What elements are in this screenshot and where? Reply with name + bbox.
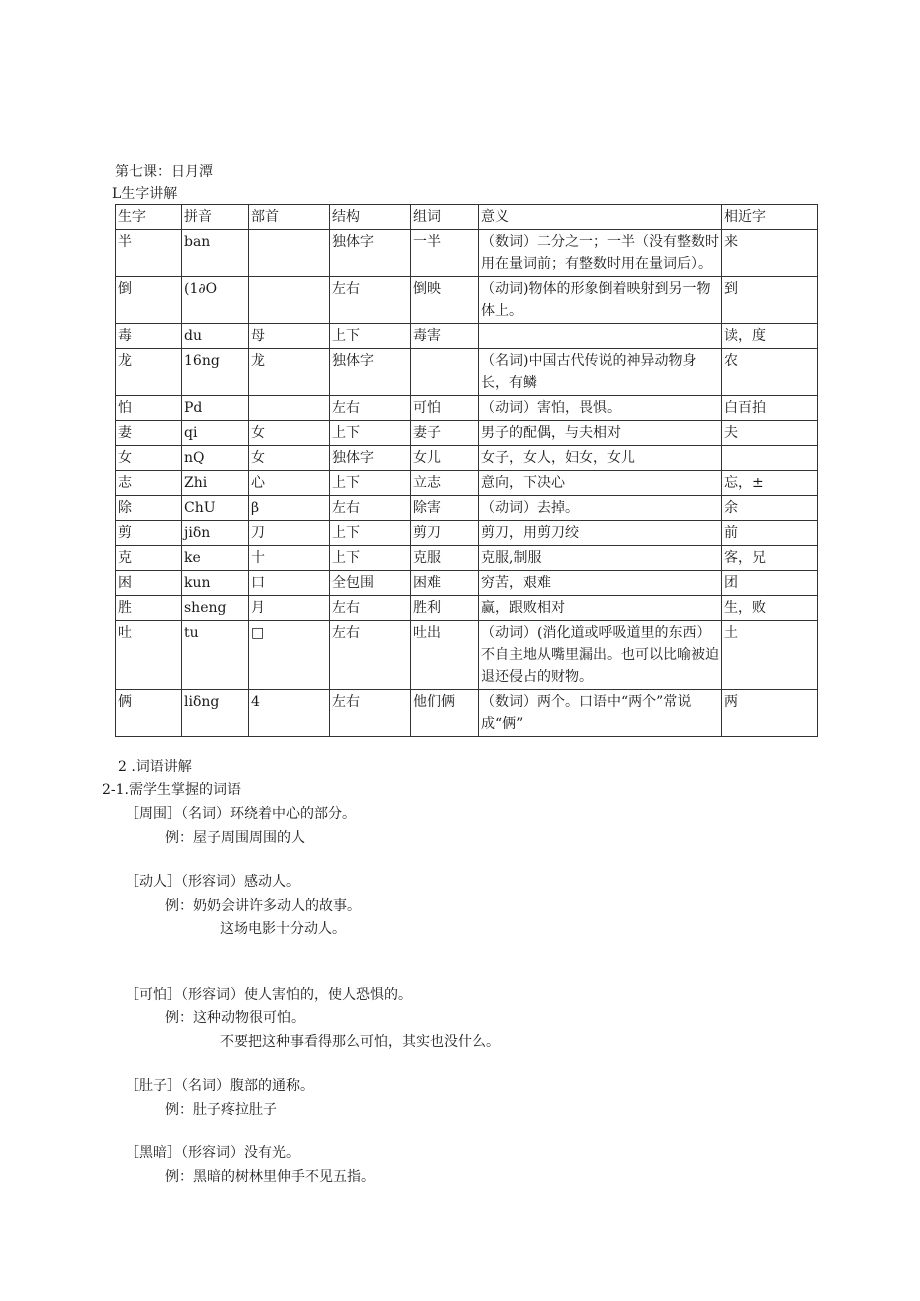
- entry-example: 例：黑暗的树林里伸手不见五指。: [165, 1169, 375, 1185]
- meaning-cell: 男子的配偶，与夫相对: [479, 421, 722, 446]
- similar-cell: 两: [722, 690, 818, 737]
- structure-cell: 独体字: [330, 349, 411, 396]
- radical-cell: 女: [249, 421, 330, 446]
- structure-cell: 独体字: [330, 446, 411, 471]
- character-table: [115, 204, 818, 737]
- similar-cell: 到: [722, 277, 818, 324]
- word-cell: [411, 349, 479, 396]
- radical-cell: [249, 277, 330, 324]
- word-cell: 立志: [411, 471, 479, 496]
- table-row: [116, 496, 818, 521]
- header-cell: 相近字: [722, 205, 818, 230]
- pinyin-cell: kun: [182, 571, 249, 596]
- pinyin-cell: sheng: [182, 596, 249, 621]
- pinyin-cell: du: [182, 324, 249, 349]
- entry-example: 不要把这种事看得那么可怕，其实也没什么。: [220, 1034, 500, 1050]
- structure-cell: 独体字: [330, 230, 411, 277]
- entry-example: 例：肚子疼拉肚子: [165, 1102, 277, 1118]
- structure-cell: 左右: [330, 621, 411, 690]
- meaning-cell: （动词）害怕，畏惧。: [479, 396, 722, 421]
- meaning-cell: （动词）(消化道或呼吸道里的东西）不自主地从嘴里漏出。也可以比喻被迫退还侵占的财物。: [479, 621, 722, 690]
- similar-cell: 读，度: [722, 324, 818, 349]
- word-cell: 倒映: [411, 277, 479, 324]
- char-cell: 龙: [116, 349, 182, 396]
- structure-cell: 左右: [330, 690, 411, 737]
- pinyin-cell: (1∂O: [182, 277, 249, 324]
- similar-cell: 客，兄: [722, 546, 818, 571]
- radical-cell: 十: [249, 546, 330, 571]
- meaning-cell: 意向，下决心: [479, 471, 722, 496]
- radical-cell: 月: [249, 596, 330, 621]
- char-cell: 志: [116, 471, 182, 496]
- similar-cell: [722, 446, 818, 471]
- meaning-cell: （动词)物体的形象倒着映射到另一物体上。: [479, 277, 722, 324]
- char-cell: 半: [116, 230, 182, 277]
- meaning-cell: （数词）二分之一；一半（没有整数时用在量词前；有整数时用在量词后）。: [479, 230, 722, 277]
- pinyin-cell: ChU: [182, 496, 249, 521]
- similar-cell: 忘，±: [722, 471, 818, 496]
- table-row: [116, 571, 818, 596]
- char-cell: 倒: [116, 277, 182, 324]
- structure-cell: 左右: [330, 596, 411, 621]
- char-cell: 毒: [116, 324, 182, 349]
- word-cell: 除害: [411, 496, 479, 521]
- char-cell: 剪: [116, 521, 182, 546]
- table-row: [116, 521, 818, 546]
- word-cell: 一半: [411, 230, 479, 277]
- header-cell: 结构: [330, 205, 411, 230]
- entry-term: ［肚子］（名词）腹部的通称。: [125, 1078, 314, 1094]
- structure-cell: 全包围: [330, 571, 411, 596]
- radical-cell: □: [249, 621, 330, 690]
- word-cell: 吐出: [411, 621, 479, 690]
- meaning-cell: 女子，女人，妇女，女儿: [479, 446, 722, 471]
- radical-cell: 刀: [249, 521, 330, 546]
- structure-cell: 左右: [330, 496, 411, 521]
- structure-cell: 上下: [330, 546, 411, 571]
- table-row: [116, 690, 818, 737]
- header-cell: 生字: [116, 205, 182, 230]
- word-cell: 胜利: [411, 596, 479, 621]
- entry-term: ［黑暗］（形容词）没有光。: [125, 1145, 300, 1161]
- word-cell: 剪刀: [411, 521, 479, 546]
- table-row: [116, 396, 818, 421]
- pinyin-cell: Pd: [182, 396, 249, 421]
- section-heading-vocabulary: 2 .词语讲解: [118, 759, 192, 775]
- meaning-cell: （动词）去掉。: [479, 496, 722, 521]
- table-row: [116, 349, 818, 396]
- header-cell: 组词: [411, 205, 479, 230]
- radical-cell: 女: [249, 446, 330, 471]
- radical-cell: 4: [249, 690, 330, 737]
- pinyin-cell: 16ng: [182, 349, 249, 396]
- entry-term: ［动人］（形容词）感动人。: [125, 874, 300, 890]
- similar-cell: 夫: [722, 421, 818, 446]
- entry-term: ［周围］（名词）环绕着中心的部分。: [125, 806, 356, 822]
- char-cell: 怕: [116, 396, 182, 421]
- lesson-title: 第七课：日月潭: [115, 164, 213, 180]
- meaning-cell: （数词）两个。口语中“两个”常说成“俩”: [479, 690, 722, 737]
- meaning-cell: 克服,制服: [479, 546, 722, 571]
- word-cell: 女儿: [411, 446, 479, 471]
- char-cell: 克: [116, 546, 182, 571]
- pinyin-cell: ban: [182, 230, 249, 277]
- entry-example: 例：这种动物很可怕。: [165, 1010, 305, 1026]
- pinyin-cell: nQ: [182, 446, 249, 471]
- meaning-cell: 剪刀，用剪刀绞: [479, 521, 722, 546]
- char-cell: 妻: [116, 421, 182, 446]
- char-cell: 困: [116, 571, 182, 596]
- char-cell: 除: [116, 496, 182, 521]
- word-cell: 他们俩: [411, 690, 479, 737]
- table-header-row: [116, 205, 818, 230]
- radical-cell: 母: [249, 324, 330, 349]
- radical-cell: 龙: [249, 349, 330, 396]
- similar-cell: 来: [722, 230, 818, 277]
- table-row: [116, 324, 818, 349]
- table-row: [116, 421, 818, 446]
- entry-term: ［可怕］（形容词）使人害怕的，使人恐惧的。: [125, 987, 412, 1003]
- meaning-cell: （名词)中国古代传说的神异动物身长，有鳞: [479, 349, 722, 396]
- word-cell: 可怕: [411, 396, 479, 421]
- header-cell: 部首: [249, 205, 330, 230]
- similar-cell: 前: [722, 521, 818, 546]
- structure-cell: 左右: [330, 396, 411, 421]
- structure-cell: 上下: [330, 521, 411, 546]
- similar-cell: 余: [722, 496, 818, 521]
- word-cell: 困难: [411, 571, 479, 596]
- table-row: [116, 277, 818, 324]
- table-row: [116, 230, 818, 277]
- pinyin-cell: tu: [182, 621, 249, 690]
- table-row: [116, 546, 818, 571]
- char-cell: 胜: [116, 596, 182, 621]
- structure-cell: 上下: [330, 421, 411, 446]
- structure-cell: 上下: [330, 324, 411, 349]
- entry-example: 例：屋子周围周围的人: [165, 830, 305, 846]
- word-cell: 克服: [411, 546, 479, 571]
- similar-cell: 白百拍: [722, 396, 818, 421]
- similar-cell: 土: [722, 621, 818, 690]
- table-row: [116, 596, 818, 621]
- entry-example: 这场电影十分动人。: [220, 921, 346, 937]
- pinyin-cell: liδng: [182, 690, 249, 737]
- table-row: [116, 621, 818, 690]
- radical-cell: 口: [249, 571, 330, 596]
- pinyin-cell: qi: [182, 421, 249, 446]
- radical-cell: β: [249, 496, 330, 521]
- pinyin-cell: jiδn: [182, 521, 249, 546]
- meaning-cell: 穷苦，艰难: [479, 571, 722, 596]
- radical-cell: [249, 230, 330, 277]
- similar-cell: 农: [722, 349, 818, 396]
- radical-cell: [249, 396, 330, 421]
- similar-cell: 生，败: [722, 596, 818, 621]
- char-cell: 女: [116, 446, 182, 471]
- table-row: [116, 471, 818, 496]
- char-cell: 俩: [116, 690, 182, 737]
- header-cell: 拼音: [182, 205, 249, 230]
- section-heading-characters: L生字讲解: [112, 186, 178, 202]
- radical-cell: 心: [249, 471, 330, 496]
- section-heading-key-words: 2-1.需学生掌握的词语: [102, 782, 241, 798]
- structure-cell: 左右: [330, 277, 411, 324]
- meaning-cell: [479, 324, 722, 349]
- word-cell: 妻子: [411, 421, 479, 446]
- similar-cell: 团: [722, 571, 818, 596]
- entry-example: 例：奶奶会讲许多动人的故事。: [165, 898, 361, 914]
- header-cell: 意义: [479, 205, 722, 230]
- word-cell: 毒害: [411, 324, 479, 349]
- table-row: [116, 446, 818, 471]
- meaning-cell: 赢，跟败相对: [479, 596, 722, 621]
- structure-cell: 上下: [330, 471, 411, 496]
- pinyin-cell: ke: [182, 546, 249, 571]
- pinyin-cell: Zhi: [182, 471, 249, 496]
- char-cell: 吐: [116, 621, 182, 690]
